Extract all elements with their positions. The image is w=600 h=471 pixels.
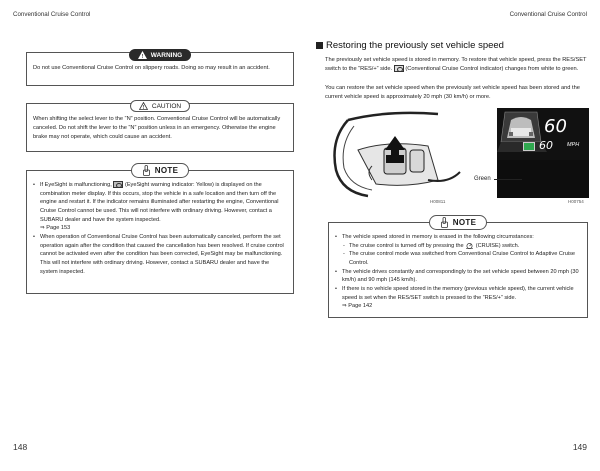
- right-note-item-3-ref: ⇒ Page 142: [342, 303, 373, 310]
- note-hand-icon: [440, 217, 449, 228]
- right-note-label: [429, 215, 487, 230]
- right-note-item-2: • The vehicle drives constantly and correspondingly to the set vehicle speed between 20 mph (30 km/h) and 90 mph (145 km/h).: [335, 268, 581, 285]
- warning-label-text: WARNING: [150, 51, 183, 59]
- left-page-header: Conventional Cruise Control: [13, 11, 91, 18]
- meter-display-figure: [497, 108, 589, 198]
- section-paragraph-1-tail: (Conventional Cruise Control indicator) changes from white to green.: [405, 66, 579, 73]
- meter-speed-set: 60: [539, 139, 553, 152]
- right-note-list: [329, 223, 587, 315]
- warning-triangle-icon: [138, 51, 147, 59]
- left-note-box: [26, 166, 294, 294]
- cruise-control-indicator-icon: [394, 65, 404, 72]
- left-note-label: [131, 163, 189, 178]
- left-note-list: [27, 171, 293, 280]
- right-note-sublist: [342, 242, 581, 268]
- caution-label-text: CAUTION: [151, 102, 182, 110]
- right-note-sub-2: - The cruise control mode was switched from Conventional Cruise Control to Adaptive Cruise Control.: [342, 250, 581, 267]
- green-callout-label: Green: [474, 176, 491, 182]
- warning-box: [26, 52, 294, 86]
- cruise-switch-icon: [465, 242, 474, 249]
- caution-triangle-icon: [139, 102, 148, 110]
- caution-text: When shifting the select lever to the “N” position. Conventional Cruise Control will be automatically canceled. Do not shift the lever to the “N” position unless in an emergency. Otherwise the engine brake may not operate, which could cause an accident.: [33, 116, 281, 140]
- right-note-label-text: NOTE: [452, 218, 477, 227]
- svg-text:!: !: [142, 105, 145, 110]
- meter-speed-unit: MPH: [567, 142, 580, 148]
- meter-display-illustration: [497, 108, 589, 198]
- right-figure-code: H00754: [568, 199, 584, 204]
- note-hand-icon: [142, 165, 151, 176]
- left-note-item-1: [33, 181, 287, 233]
- section-paragraph-1: [325, 56, 587, 74]
- section-paragraph-1-lead: The previously set vehicle speed is stored in memory. To restore that vehicle speed, press the RES/SET switch to the “RES/+” side.: [325, 57, 587, 73]
- right-note-sub-1-tail: (CRUISE) switch.: [475, 242, 520, 249]
- left-note-item-1-lead: If EyeSight is malfunctioning,: [40, 182, 112, 188]
- warning-label: [129, 49, 191, 61]
- right-note-item-1-text: The vehicle speed stored in memory is erased in the following circumstances:: [342, 234, 534, 240]
- left-figure-code: H00811: [430, 199, 446, 204]
- left-note-item-2: • When operation of Conventional Cruise Control has been automatically canceled, perform the set operation again after the condition that caused the cancellation has been resolved. If cruise control cannot be activated even after the condition has been corrected, EyeSight may be malfunctioning. This will not interfere with ordinary driving. However, contact a SUBARU dealer and have the system inspected.: [33, 233, 287, 276]
- right-page-number: 149: [572, 442, 587, 452]
- right-note-box: [328, 218, 588, 318]
- left-note-label-text: NOTE: [154, 166, 179, 175]
- right-note-item-3-text: If there is no vehicle speed stored in the memory (previous vehicle speed), the current vehicle speed is set when the RES/SET switch is pressed to the “RES/+” side.: [342, 285, 574, 301]
- section-title: [316, 40, 504, 51]
- green-callout-line: [494, 179, 522, 180]
- right-page-header: Conventional Cruise Control: [509, 11, 587, 18]
- right-note-sub-1-lead: The cruise control is turned off by pressing the: [349, 242, 464, 249]
- meter-cruise-indicator-icon: [523, 142, 535, 151]
- caution-box: [26, 103, 294, 152]
- right-note-sub-1: [342, 242, 581, 251]
- section-square-icon: [316, 42, 323, 49]
- section-title-text: Restoring the previously set vehicle speed: [326, 40, 504, 51]
- left-page-number: 148: [13, 442, 28, 452]
- left-note-item-1-ref: ⇒ Page 153: [40, 225, 71, 232]
- warning-text: Do not use Conventional Cruise Control on slippery roads. Doing so may result in an accident.: [33, 65, 270, 71]
- meter-speed-big: 60: [544, 116, 567, 137]
- section-paragraph-2: You can restore the set vehicle speed when the previously set vehicle speed has been stored and the current vehicle speed is approximately 20 mph (30 km/h) or more.: [325, 85, 580, 101]
- right-note-item-3: [335, 285, 581, 311]
- eyesight-warning-indicator-icon: [113, 181, 123, 188]
- left-note-item-1-body: (EyeSight warning indicator: Yellow) is displayed on the combination meter display. If this occurs, stop the vehicle in a safe location and then turn off the engine and restart it. If the indicator remains illuminated after restarting the engine, Conventional Cruise Control cannot be used. This will not interfere with ordinary driving. However, contact a SUBARU dealer and have the system inspected.: [40, 182, 279, 223]
- caution-label: [130, 100, 190, 112]
- svg-text:!: !: [141, 54, 144, 59]
- steering-switch-figure: [328, 110, 468, 198]
- steering-wheel-illustration: [328, 110, 468, 198]
- right-note-item-1: [335, 233, 581, 268]
